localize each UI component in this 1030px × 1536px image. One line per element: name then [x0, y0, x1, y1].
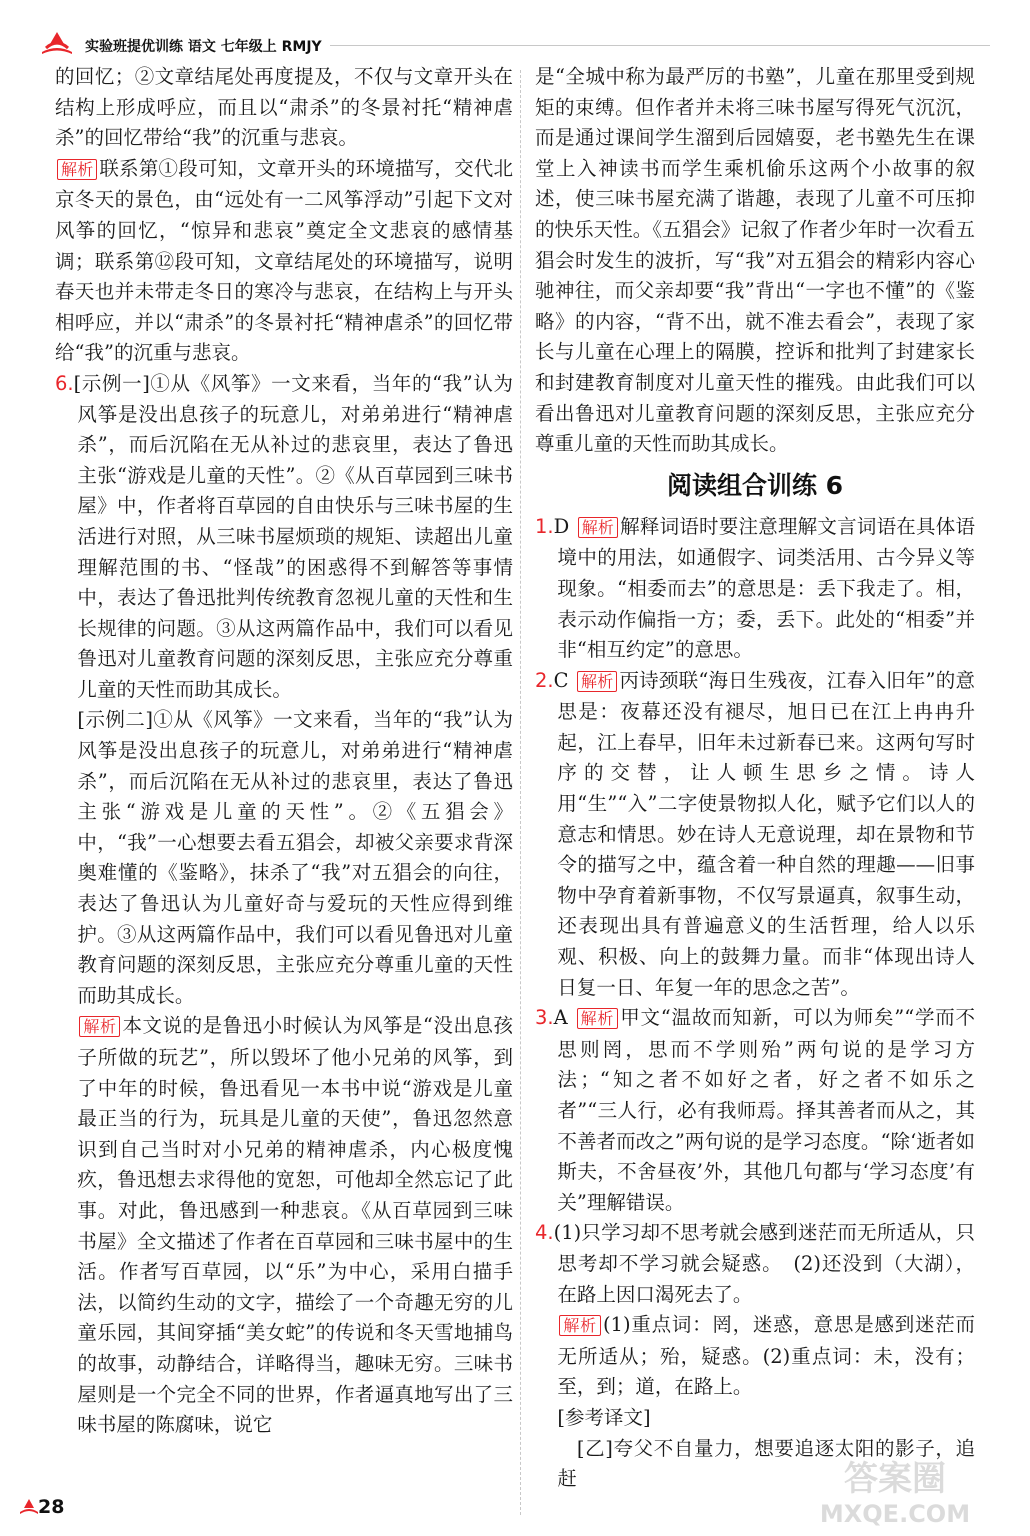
- analysis-text: 丙诗颈联“海日生残夜，江春入旧年”的意思是：夜幕还没有褪尽，旭日已在江上冉冉升起，江上春早，旧年未过新春已来。这两句写时序的交替，让人顿生思乡之情。诗人用“生”“入”二字使景物拟人化，赋予它们以人的意志和情思。妙在诗人无意说理，却在景物和节令的描写之中，蕴含着一种自然的理趣——旧事物中孕育着新事物，不仅写景逼真，叙事生动，还表现出具有普遍意义的生活哲理，给人以乐观、积极、向上的鼓舞力量。而非“体现出诗人日复一日、年复一年的思念之苦”。: [557, 668, 975, 999]
- question-2: [535, 666, 975, 1004]
- question-number: 6.: [55, 371, 74, 395]
- analysis-text: 联系第①段可知，文章开头的环境描写，交代北京冬天的景色，由“远处有一二风筝浮动”引起下文对风筝的回忆，“惊异和悲哀”奠定全文悲哀的感情基调；联系第⑫段可知，文章结尾处的环境描写，说明春天也并未带走冬日的寒冷与悲哀，在结构上与开头相呼应，并以“肃杀”的冬景衬托“精神虐杀”的回忆带给“我”的沉重与悲哀。: [55, 156, 513, 365]
- question-6-analysis: [55, 1011, 513, 1440]
- analysis-tag: 解析: [577, 671, 617, 692]
- analysis-text: 解释词语时要注意理解文言词语在具体语境中的用法，如通假字、词类活用、古今异义等现象。“相委而去”的意思是：丢下我走了。相，表示动作偏指一方；委，丢下。此处的“相委”并非“相互约定”的意思。: [557, 514, 975, 662]
- question-1: [535, 512, 975, 666]
- watermark-line-2: MXQE.COM: [819, 1500, 971, 1528]
- page-number: 28: [38, 1496, 65, 1518]
- reference-translation-text: [乙]夸父不自量力，想要追逐太阳的影子，追赶: [557, 1436, 975, 1491]
- analysis-tag: 解析: [578, 517, 618, 538]
- analysis-text: (1)重点词：罔，迷惑，意思是感到迷茫而无所适从；殆，疑惑。(2)重点词：未，没有；至，到；道，在路上。: [557, 1313, 975, 1399]
- example-1-text: [示例一]①从《风筝》一文来看，当年的“我”认为风筝是没出息孩子的玩意儿，对弟弟进行“精神虐杀”，而后沉陷在无从补过的悲哀里，表达了鲁迅主张“游戏是儿童的天性”。②《从百草园到三味书屋》中，作者将百草园的自由快乐与三味书屋的生活进行对照，从三味书屋烦琐的规矩、读超出儿童理解范围的书、“怪哉”的困惑得不到解答等事情中，表达了鲁迅批判传统教育忽视儿童的天性和生长规律的问题。③从这两篇作品中，我们可以看见鲁迅对儿童教育问题的深刻反思，主张应充分尊重儿童的天性而助其成长。: [73, 371, 513, 701]
- answer-letter: C: [553, 668, 569, 692]
- question-number: 4.: [535, 1221, 554, 1245]
- analysis-paragraph: [55, 154, 513, 369]
- question-3: [535, 1003, 975, 1218]
- section-title: 阅读组合训练 6: [666, 470, 844, 500]
- page-header: [0, 0, 1030, 62]
- reference-translation-title: [参考译文]: [557, 1405, 651, 1429]
- answer-letter: A: [553, 1006, 568, 1030]
- watermark-line-1: 答案圈: [844, 1459, 946, 1499]
- left-column: [55, 62, 513, 1441]
- page-marker-icon: [18, 1496, 40, 1518]
- book-logo-icon: [40, 30, 74, 56]
- analysis-tag: 解析: [559, 1315, 601, 1336]
- question-number: 3.: [535, 1006, 554, 1030]
- analysis-tag: 解析: [57, 159, 97, 180]
- header-rule: [330, 45, 990, 46]
- question-6-example-1: [55, 369, 513, 706]
- watermark-logo: [785, 1450, 1005, 1530]
- answer-text: (1)只学习却不思考就会感到迷茫而无所适从，只思考却不学习就会疑惑。 (2)还没到（大湖），在路上因口渴死去了。: [553, 1221, 975, 1306]
- analysis-continuation: 是“全城中称为最严厉的书塾”，儿童在那里受到规矩的束缚。但作者并未将三味书屋写得死气沉沉，而是通过课间学生溜到后园嬉耍，老书塾先生在课堂上入神读书而学生乘机偷乐这两个小故事的叙述，使三味书屋充满了谐趣，表现了儿童不可压抑的快乐天性。《五猖会》记叙了作者少年时一次看五猖会时发生的波折，写“我”对五猖会的精彩内容心驰神往，而父亲却要“我”背出“一字也不懂”的《鉴略》的内容，“背不出，就不准去看会”，表现了家长与儿童在心理上的隔膜，控诉和批判了封建家长和封建教育制度对儿童天性的摧残。由此我们可以看出鲁迅对儿童教育问题的深刻反思，主张应充分尊重儿童的天性而助其成长。: [535, 65, 975, 456]
- right-column: [535, 62, 975, 1495]
- answer-continuation: 的回忆；②文章结尾处再度提及，不仅与文章开头在结构上形成呼应，而且以“肃杀”的冬景衬托“精神虐杀”的回忆带给“我”的沉重与悲哀。: [55, 65, 513, 150]
- question-number: 2.: [535, 668, 554, 692]
- answer-letter: D: [553, 514, 570, 538]
- analysis-tag: 解析: [79, 1016, 120, 1037]
- question-4: [535, 1218, 975, 1310]
- analysis-tag: 解析: [577, 1008, 619, 1029]
- analysis-text: 甲文“温故而知新，可以为师矣”“学而不思则罔，思而不学则殆”两句说的是学习方法；“知之者不如好之者，好之者不如乐之者”“三人行，必有我师焉。择其善者而从之，其不善者而改之”两句说的是学习态度。“除‘逝者如斯夫，不舍昼夜’外，其他几句都与‘学习态度’有关”理解错误。: [557, 1006, 975, 1214]
- header-title: 实验班提优训练 语文 七年级上 RMJY: [85, 39, 322, 55]
- question-number: 1.: [535, 514, 554, 538]
- question-4-analysis: [535, 1310, 975, 1403]
- column-divider: [520, 70, 521, 1515]
- question-6-example-2: [示例二]①从《风筝》一文来看，当年的“我”认为风筝是没出息孩子的玩意儿，对弟弟进行“精神虐杀”，而后沉陷在无从补过的悲哀里，表达了鲁迅主张“游戏是儿童的天性”。②《五猖会》中，“我”一心想要去看五猖会，却被父亲要求背深奥难懂的《鉴略》，抹杀了“我”对五猖会的向往，表达了鲁迅认为儿童好奇与爱玩的天性应得到维护。③从这两篇作品中，我们可以看见鲁迅对儿童教育问题的深刻反思，主张应充分尊重儿童的天性而助其成长。: [77, 708, 513, 1007]
- analysis-text: 本文说的是鲁迅小时候认为风筝是“没出息孩子所做的玩艺”，所以毁坏了他小兄弟的风筝，到了中年的时候，鲁迅看见一本书中说“游戏是儿童最正当的行为，玩具是儿童的天使”，鲁迅忽然意识到自己当时对小兄弟的精神虐杀，内心极度愧疚，鲁迅想去求得他的宽恕，可他却全然忘记了此事。对此，鲁迅感到一种悲哀。《从百草园到三味书屋》全文描述了作者在百草园和三味书屋中的生活。作者写百草园，以“乐”为中心，采用白描手法，以简约生动的文字，描绘了一个奇趣无穷的儿童乐园，其间穿插“美女蛇”的传说和冬天雪地捕鸟的故事，动静结合，详略得当，趣味无穷。三味书屋则是一个完全不同的世界，作者逼真地写出了三味书屋的陈腐味，说它: [77, 1014, 513, 1437]
